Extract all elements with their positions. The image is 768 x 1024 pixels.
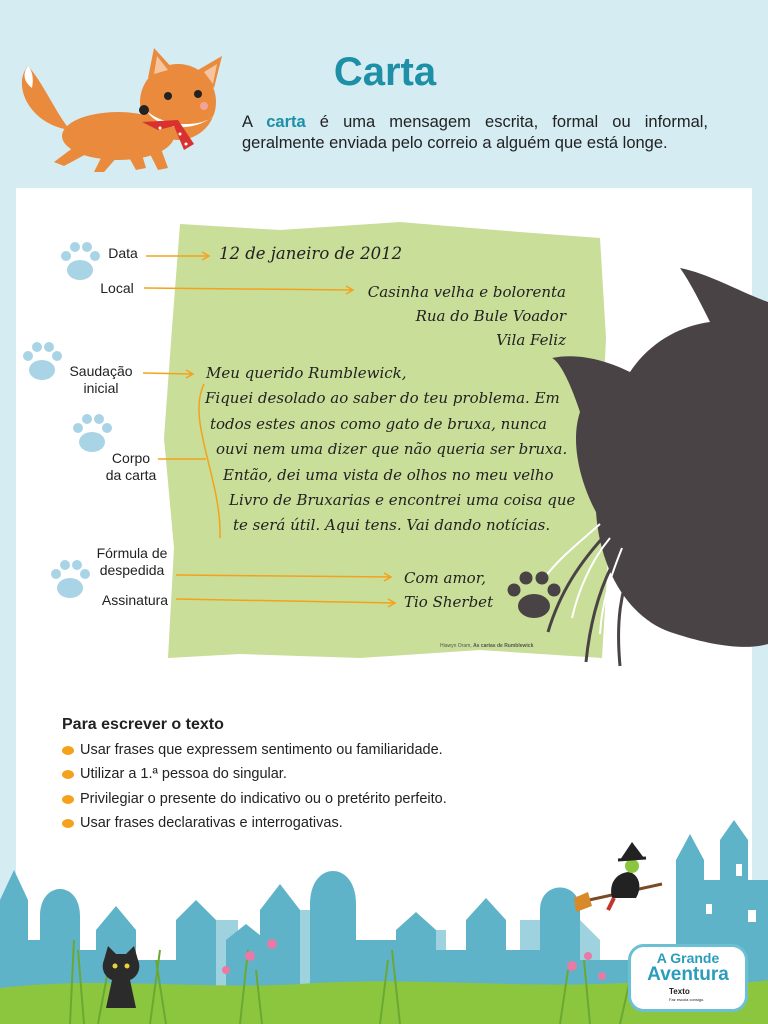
address-line: Casinha velha e bolorenta bbox=[367, 283, 566, 301]
tip-text: Privilegiar o presente do indicativo ou o pretérito perfeito. bbox=[80, 791, 447, 807]
tip-item bbox=[62, 766, 287, 782]
black-cat bbox=[96, 946, 146, 1008]
letter-date: 12 de janeiro de 2012 bbox=[219, 244, 403, 263]
label-saudacao-line2: inicial bbox=[83, 380, 119, 396]
bullet-icon bbox=[62, 795, 74, 804]
publisher-logo bbox=[628, 944, 748, 1012]
tip-item bbox=[62, 791, 447, 807]
letter-body-line: Então, dei uma vista de olhos no meu velho bbox=[223, 466, 554, 484]
label-data: Data bbox=[108, 245, 138, 261]
source-credit bbox=[440, 643, 533, 649]
intro-definition: é uma mensagem escrita, formal ou informal, geralmente enviada pelo correio a alguém que está longe. bbox=[242, 113, 708, 152]
letter-closing: Com amor, bbox=[404, 569, 486, 587]
letter-body-line: todos estes anos como gato de bruxa, nunca bbox=[210, 415, 547, 433]
letter-body-line: Livro de Bruxarias e encontrei uma coisa que bbox=[229, 491, 576, 509]
tip-text: Usar frases que expressem sentimento ou familiaridade. bbox=[80, 742, 443, 758]
witch-on-broom bbox=[574, 842, 668, 916]
label-corpo-line2: da carta bbox=[105, 467, 157, 483]
letter-body-line: ouvi nem uma dizer que não queria ser bruxa. bbox=[216, 440, 568, 458]
label-formula-line1: Fórmula de bbox=[96, 545, 168, 561]
intro-prefix: A bbox=[242, 113, 267, 131]
letter-body-line: Fiquei desolado ao saber do teu problema. Em bbox=[205, 389, 560, 407]
label-local: Local bbox=[100, 280, 134, 296]
tip-text: Utilizar a 1.ª pessoa do singular. bbox=[80, 766, 287, 782]
label-formula bbox=[84, 545, 180, 579]
logo-tagline: Faz escola consigo. bbox=[669, 997, 705, 1002]
label-formula-line2: despedida bbox=[99, 562, 165, 578]
tips-title: Para escrever o texto bbox=[62, 716, 224, 733]
letter-greeting: Meu querido Rumblewick, bbox=[206, 364, 407, 382]
bullet-icon bbox=[62, 746, 74, 755]
bullet-icon bbox=[62, 770, 74, 779]
page-title: Carta bbox=[333, 50, 437, 94]
intro-keyword: carta bbox=[266, 113, 306, 131]
address-line: Vila Feliz bbox=[496, 331, 566, 349]
tip-item bbox=[62, 742, 443, 758]
credit-title: As cartas de Rumblewick bbox=[473, 643, 534, 649]
credit-author: Hiawyn Oram, bbox=[440, 643, 474, 649]
label-corpo bbox=[86, 450, 176, 484]
label-corpo-line1: Corpo bbox=[111, 450, 151, 466]
label-assinatura: Assinatura bbox=[101, 592, 169, 608]
letter-address bbox=[340, 280, 566, 352]
logo-line2: Aventura bbox=[647, 964, 729, 985]
label-saudacao bbox=[60, 363, 142, 397]
letter-signature: Tio Sherbet bbox=[404, 593, 494, 611]
address-line: Rua do Bule Voador bbox=[415, 307, 566, 325]
tip-text: Usar frases declarativas e interrogativas. bbox=[80, 815, 343, 831]
label-saudacao-line1: Saudação bbox=[69, 363, 133, 379]
logo-brand: Texto bbox=[669, 987, 690, 996]
logo-line1: A Grande bbox=[656, 950, 720, 966]
letter-body-line: te será útil. Aqui tens. Vai dando notícias. bbox=[233, 516, 551, 534]
